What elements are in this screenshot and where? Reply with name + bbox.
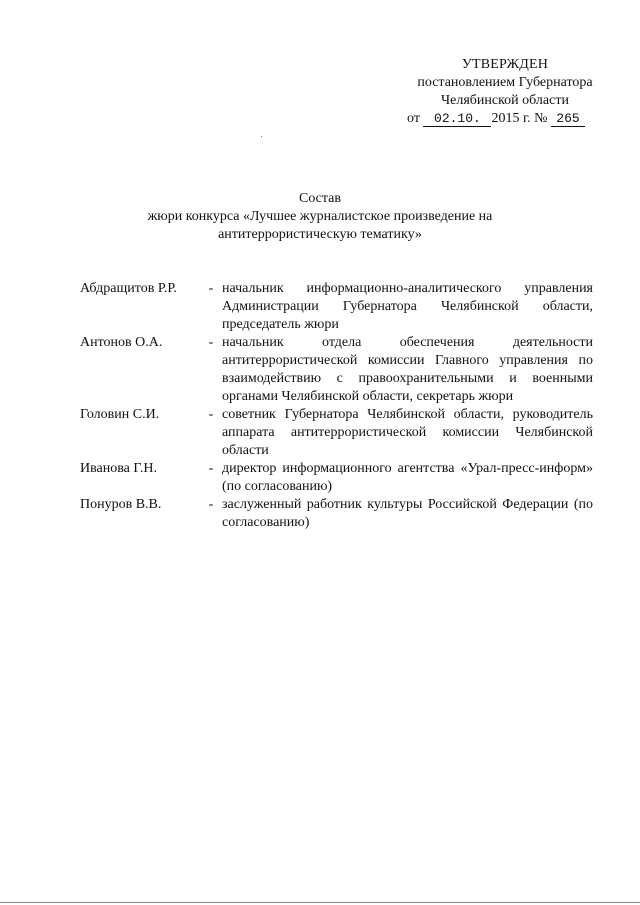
member-name: Антонов О.А. [80,335,163,350]
jury-member [80,280,600,334]
approval-heading: УТВЕРЖДЕН [461,57,549,72]
decree-date: 02.10. [423,111,491,127]
member-role: заслуженный работник культуры Российской Федерации (по согласованию) [222,497,593,530]
page-bottom-edge [0,902,640,903]
jury-member [80,460,600,496]
member-name: Иванова Г.Н. [80,461,158,476]
scan-speck [261,136,262,137]
approval-date-line [395,110,615,128]
date-prefix: от [407,111,420,126]
jury-member [80,406,600,460]
approval-line-region: Челябинской области [441,93,569,108]
jury-member [80,496,600,532]
member-name: Понуров В.В. [80,497,162,512]
approval-line-decree: постановлением Губернатора [417,75,593,90]
title-line-2: жюри конкурса «Лучшее журналистское произведение на [147,209,493,224]
member-role: начальник отдела обеспечения деятельности антитеррористической комиссии Главного управления по взаимодействию с правоохранительными и военными органами Челябинской области, секретарь жюри [222,335,593,404]
member-dash: - [208,335,214,350]
member-role: директор информационного агентства «Урал-пресс-информ» (по согласованию) [222,461,593,494]
member-dash: - [208,407,214,422]
member-role: советник Губернатора Челябинской области, руководитель аппарата антитеррористической комиссии Челябинской области [222,407,593,458]
decree-number: 265 [551,111,585,127]
title-line-3: антитеррористическую тематику» [218,227,422,242]
document-title [100,190,540,244]
member-dash: - [208,461,214,476]
jury-member-list [80,280,600,532]
approval-block [395,56,615,128]
member-dash: - [208,497,214,512]
title-line-1: Состав [298,191,341,206]
member-role: начальник информационно-аналитического управления Администрации Губернатора Челябинской области, председатель жюри [222,281,593,332]
jury-member [80,334,600,406]
member-name: Головин С.И. [80,407,160,422]
decree-year-number-label: 2015 г. № [491,111,548,126]
member-name: Абдращитов Р.Р. [80,281,177,296]
member-dash: - [208,281,214,296]
